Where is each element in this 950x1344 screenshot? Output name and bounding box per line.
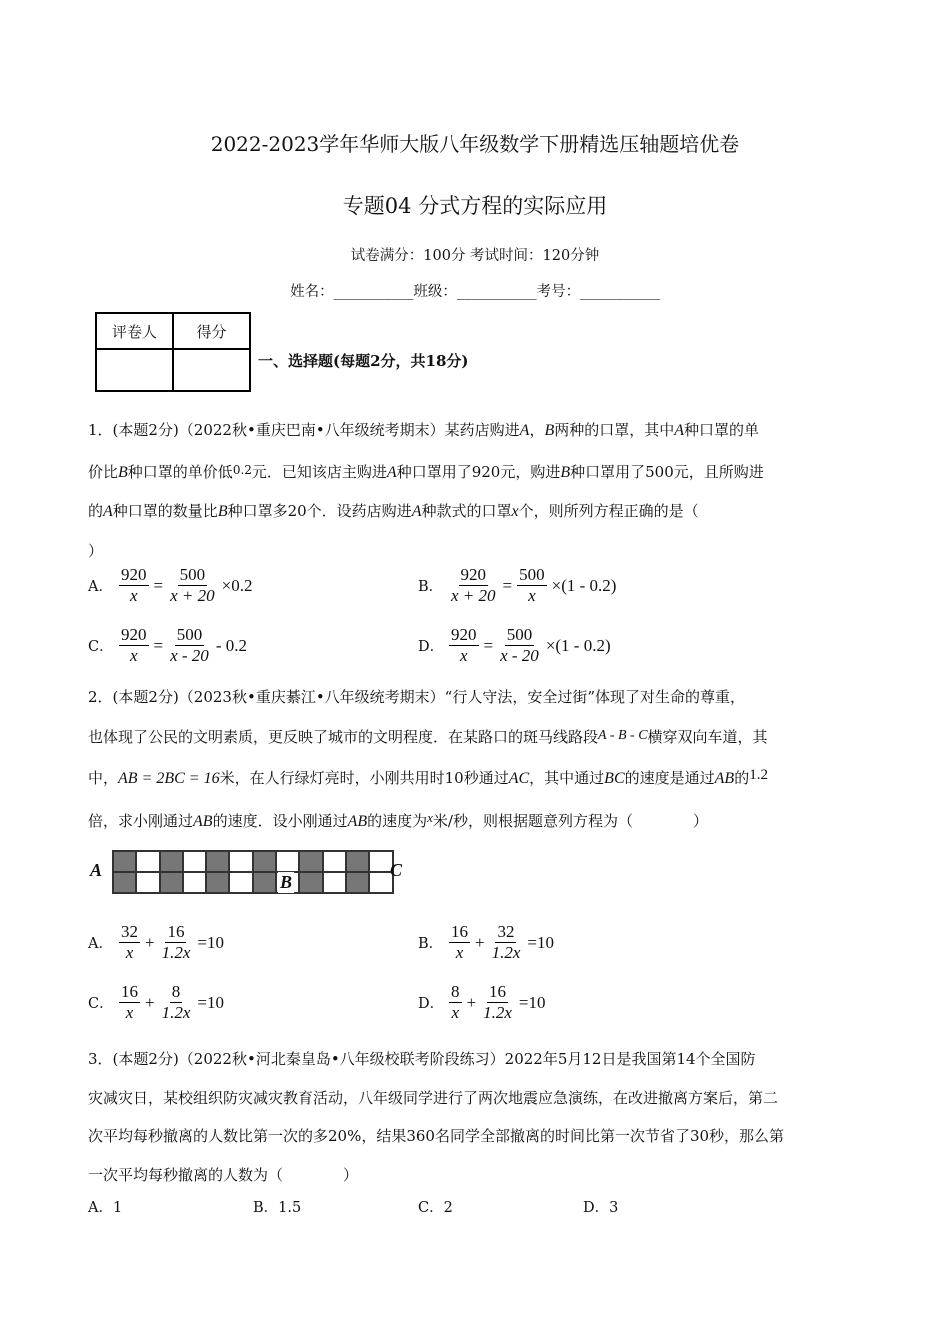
fraction: $\frac{500}{x - 20}$ xyxy=(170,625,209,665)
q3-option-d[interactable]: D．3 xyxy=(583,1200,619,1216)
zebra-cell xyxy=(253,872,276,893)
exam-meta: 试卷满分：100分 考试时间：120分钟 xyxy=(350,248,600,264)
q3-option-c[interactable]: C．2 xyxy=(418,1200,453,1216)
student-info-line: 姓名：___________班级：___________考号：___________ xyxy=(290,284,660,300)
score-cell xyxy=(173,349,250,391)
fraction: $\frac{920}{x + 20}$ xyxy=(451,565,496,605)
fraction: $\frac{16}{x}$ xyxy=(121,982,138,1022)
zebra-cell xyxy=(160,851,183,872)
question-2: 2．(本题2分)（2023秋•重庆綦江•八年级统考期末）“行人守法，安全过街”体现了对生命的尊重， 也体现了公民的文明素质，更反映了城市的文明程度．在某路口的斑马线路段A - B - C横穿双向车道，其 中，AB = 2BC = 16米，在人行绿灯亮时，小刚共用时10秒通过AC，其中通过BC的速度是通过AB的1.2 倍，求小刚通过AB的速度．设小刚通过AB的速度为x米/秒，则根据题意列方程为（ ） xyxy=(88,688,768,830)
fraction: $\frac{16}{1.2x}$ xyxy=(483,982,512,1022)
zebra-cell xyxy=(299,851,322,872)
q3-option-a[interactable]: A．1 xyxy=(88,1200,123,1216)
point-c-label: C xyxy=(390,860,403,880)
document-subtitle: 专题04 分式方程的实际应用 xyxy=(342,194,608,218)
zebra-cell xyxy=(206,872,229,893)
score-header: 得分 xyxy=(173,313,250,349)
zebra-cell xyxy=(113,872,136,893)
q2-option-b[interactable]: B． $\frac{16}{x}$ + $\frac{32}{1.2x}$ =10 xyxy=(418,922,554,962)
option-label: C． xyxy=(88,996,114,1012)
grader-header: 评卷人 xyxy=(96,313,173,349)
q2-option-c[interactable]: C． $\frac{16}{x}$ + $\frac{8}{1.2x}$ =10 xyxy=(88,982,224,1022)
fraction: $\frac{32}{x}$ xyxy=(121,922,138,962)
option-label: D． xyxy=(418,639,445,655)
zebra-cell xyxy=(113,851,136,872)
zebra-cell xyxy=(276,851,299,872)
question-3: 3．(本题2分)（2022秋•河北秦皇岛•八年级校联考阶段练习）2022年5月12日是我国第14个全国防 灾减灾日，某校组织防灾减灾教育活动，八年级同学进行了两次地震应急演练，在改进撤离方案后，第二 次平均每秒撤离的人数比第一次的多20%，结果360名同学全部撤离的时间比第一次节省了30秒，那么第 一次平均每秒撤离的人数为（ ） xyxy=(88,1050,785,1184)
point-b-label: B xyxy=(280,872,293,892)
zebra-cell xyxy=(183,851,206,872)
question-1: 1．(本题2分)（2022秋•重庆巴南•八年级统考期末）某药店购进A，B两种的口罩，其中A种口罩的单 价比B种口罩的单价低$^{0.2}$元．已知该店主购进A种口罩用了920元，购进B种口罩用了500元，且所购进 的A种口罩的数量比B种口罩多20个．设药店购进A种款式的口罩x个，则所列方程正确的是（ ） xyxy=(88,421,764,560)
fraction: $\frac{32}{1.2x}$ xyxy=(491,922,521,962)
q2-option-d[interactable]: D． $\frac{8}{x}$ + $\frac{16}{1.2x}$ =10 xyxy=(418,982,546,1022)
option-label: C． xyxy=(88,639,114,655)
zebra-cell xyxy=(299,872,322,893)
fraction: $\frac{920}{x}$ xyxy=(451,625,477,665)
zebra-cell xyxy=(136,872,159,893)
score-table xyxy=(95,312,251,392)
fraction: $\frac{16}{1.2x}$ xyxy=(161,922,191,962)
q1-option-d[interactable]: D． $\frac{920}{x}$ = $\frac{500}{x - 20}$ ×(1 - 0.2) xyxy=(418,625,611,665)
fraction: $\frac{500}{x - 20}$ xyxy=(500,625,539,665)
section-heading: 一、选择题(每题2分，共18分) xyxy=(258,352,469,370)
option-label: A． xyxy=(88,936,113,952)
fraction: $\frac{8}{x}$ xyxy=(451,982,460,1022)
option-label: A． xyxy=(88,579,113,595)
zebra-cell xyxy=(346,851,369,872)
fraction: $\frac{16}{x}$ xyxy=(451,922,468,962)
q1-option-a[interactable]: A． $\frac{920}{x}$ = $\frac{500}{x + 20}$ ×0.2 xyxy=(88,565,253,605)
zebra-cell xyxy=(253,851,276,872)
zebra-cell xyxy=(206,851,229,872)
zebra-cell xyxy=(323,851,346,872)
fraction: $\frac{920}{x}$ xyxy=(121,625,147,665)
zebra-cell xyxy=(183,872,206,893)
zebra-cell xyxy=(323,872,346,893)
q1-option-c[interactable]: C． $\frac{920}{x}$ = $\frac{500}{x - 20}$ - 0.2 xyxy=(88,625,247,665)
q1-option-b[interactable]: B． $\frac{920}{x + 20}$ = $\frac{500}{x}$ ×(1 - 0.2) xyxy=(418,565,617,605)
document-title: 2022-2023学年华师大版八年级数学下册精选压轴题培优卷 xyxy=(210,132,740,156)
grader-cell xyxy=(96,349,173,391)
zebra-cell xyxy=(229,872,252,893)
zebra-crossing-figure xyxy=(112,850,394,894)
zebra-cell xyxy=(160,872,183,893)
q2-option-a[interactable]: A． $\frac{32}{x}$ + $\frac{16}{1.2x}$ =10 xyxy=(88,922,224,962)
point-a-label: A xyxy=(90,860,103,880)
option-label: B． xyxy=(418,936,444,952)
option-label: D． xyxy=(418,996,445,1012)
fraction: $\frac{500}{x}$ xyxy=(519,565,545,605)
q3-option-b[interactable]: B．1.5 xyxy=(253,1200,302,1216)
zebra-cell xyxy=(346,872,369,893)
zebra-cell xyxy=(229,851,252,872)
fraction: $\frac{500}{x + 20}$ xyxy=(170,565,215,605)
zebra-cell xyxy=(136,851,159,872)
fraction: $\frac{920}{x}$ xyxy=(121,565,147,605)
fraction: $\frac{8}{1.2x}$ xyxy=(161,982,191,1022)
option-label: B． xyxy=(418,579,444,595)
